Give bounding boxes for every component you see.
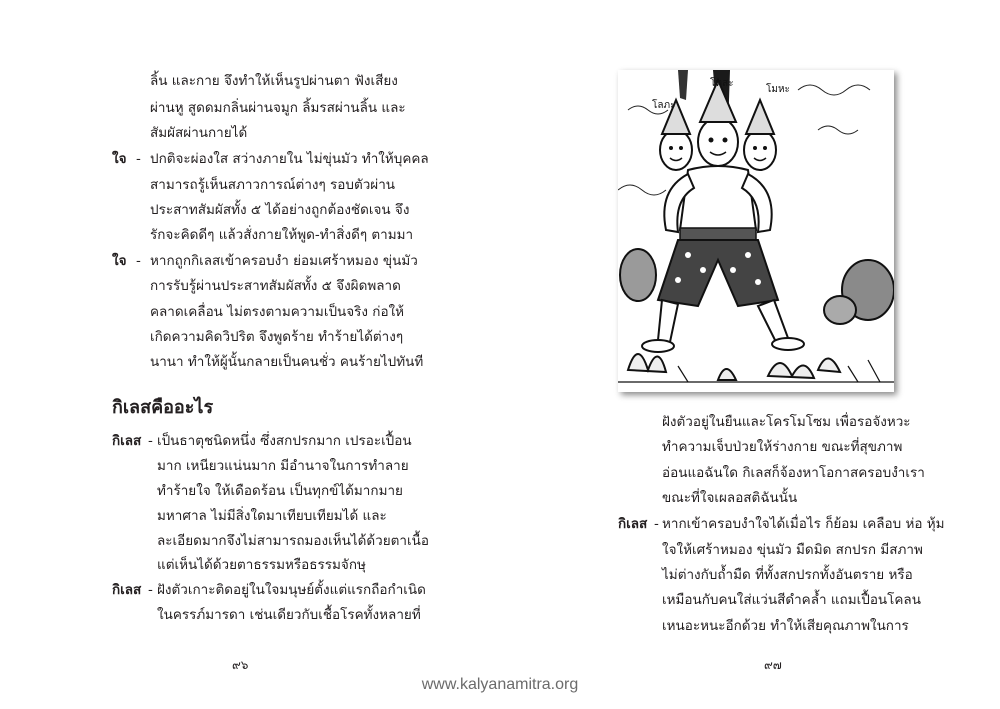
demon-illustration (618, 70, 894, 392)
term-dash: - (148, 582, 153, 598)
text-line: อ่อนแอฉันใด กิเลสก็จ้องหาโอกาสครอบงำเรา (662, 465, 925, 481)
term-dash: - (148, 433, 153, 449)
text-line: ลิ้น และกาย จึงทำให้เห็นรูปผ่านตา ฟังเสียง (150, 73, 398, 89)
text-line: เป็นธาตุชนิดหนึ่ง ซึ่งสกปรกมาก เปรอะเปื้อน (157, 433, 412, 449)
text-line: เกิดความคิดวิปริต จึงพูดร้าย ทำร้ายได้ต่างๆ (150, 329, 404, 345)
text-line: ผ่านหู สูดดมกลิ่นผ่านจมูก ลิ้มรสผ่านลิ้น และ (150, 100, 406, 116)
text-line: ทำร้ายใจ ให้เดือดร้อน เป็นทุกข์ได้มากมาย (157, 483, 403, 499)
page-number-right: ๙๗ (764, 658, 782, 672)
term-label: ใจ (112, 253, 127, 269)
text-line: มหาศาล ไม่มีสิ่งใดมาเทียบเทียมได้ และ (157, 508, 387, 524)
text-line: ประสาทสัมผัสทั้ง ๕ ได้อย่างถูกต้องชัดเจน จึง (150, 202, 410, 218)
text-line: รักจะคิดดีๆ แล้วสั่งกายให้พูด-ทำสิ่งดีๆ ตามมา (150, 227, 414, 243)
term-label: กิเลส (112, 433, 142, 449)
text-line: การรับรู้ผ่านประสาทสัมผัสทั้ง ๕ จึงผิดพลาด (150, 278, 401, 294)
text-line: สามารถรู้เห็นสภาวการณ์ต่างๆ รอบตัวผ่าน (150, 177, 396, 193)
text-line: ปกติจะผ่องใส สว่างภายใน ไม่ขุ่นมัว ทำให้บุคคล (150, 151, 429, 167)
text-line: หากถูกกิเลสเข้าครอบงำ ย่อมเศร้าหมอง ขุ่นมัว (150, 253, 418, 269)
text-line: นานา ทำให้ผู้นั้นกลายเป็นคนชั่ว คนร้ายไปทันที (150, 354, 424, 370)
text-line: แต่เห็นได้ด้วยตาธรรมหรือธรรมจักษุ (157, 557, 366, 573)
text-line: ไม่ต่างกับถ้ำมืด ที่ทั้งสกปรกทั้งอันตราย หรือ (662, 567, 913, 583)
head-label-left: โลภะ (652, 100, 676, 111)
text-line: ละเอียดมากจึงไม่สามารถมองเห็นได้ด้วยตาเนื้อ (157, 533, 429, 549)
term-label: ใจ (112, 151, 127, 167)
text-line: ขณะที่ใจเผลอสติฉันนั้น (662, 490, 798, 506)
term-label: กิเลส (618, 516, 648, 532)
text-line: เหมือนกับคนใส่แว่นสีดำคล้ำ แถมเปื้อนโคลน (662, 592, 921, 608)
text-line: ใจให้เศร้าหมอง ขุ่นมัว มืดมิด สกปรก มีสภาพ (662, 542, 923, 558)
text-line: ในครรภ์มารดา เช่นเดียวกับเชื้อโรคทั้งหลายที่ (157, 607, 421, 623)
text-line: ทำความเจ็บป่วยให้ร่างกาย ขณะที่สุขภาพ (662, 439, 903, 455)
term-dash: - (654, 516, 659, 532)
term-dash: - (136, 151, 141, 167)
text-line: ฝังตัวอยู่ในยืนและโครโมโซม เพื่อรอจังหวะ (662, 414, 911, 430)
text-line: เหนอะหนะอีกด้วย ทำให้เสียคุณภาพในการ (662, 618, 909, 634)
text-line: หากเข้าครอบงำใจได้เมื่อไร ก็ย้อม เคลือบ ห่อ หุ้ม (662, 516, 945, 532)
section-heading: กิเลสคืออะไร (112, 397, 214, 418)
text-line: สัมผัสผ่านกายได้ (150, 125, 248, 141)
text-line: มาก เหนียวแน่นมาก มีอำนาจในการทำลาย (157, 458, 409, 474)
text-line: ฝังตัวเกาะติดอยู่ในใจมนุษย์ตั้งแต่แรกถือกำเนิด (157, 582, 426, 598)
term-label: กิเลส (112, 582, 142, 598)
head-label-right: โมหะ (766, 84, 790, 95)
text-line: คลาดเคลื่อน ไม่ตรงตามความเป็นจริง ก่อให้ (150, 304, 405, 320)
head-label-center: โทสะ (710, 78, 734, 89)
term-dash: - (136, 253, 141, 269)
page-number-left: ๙๖ (232, 658, 249, 672)
footer-url: www.kalyanamitra.org (421, 676, 579, 693)
